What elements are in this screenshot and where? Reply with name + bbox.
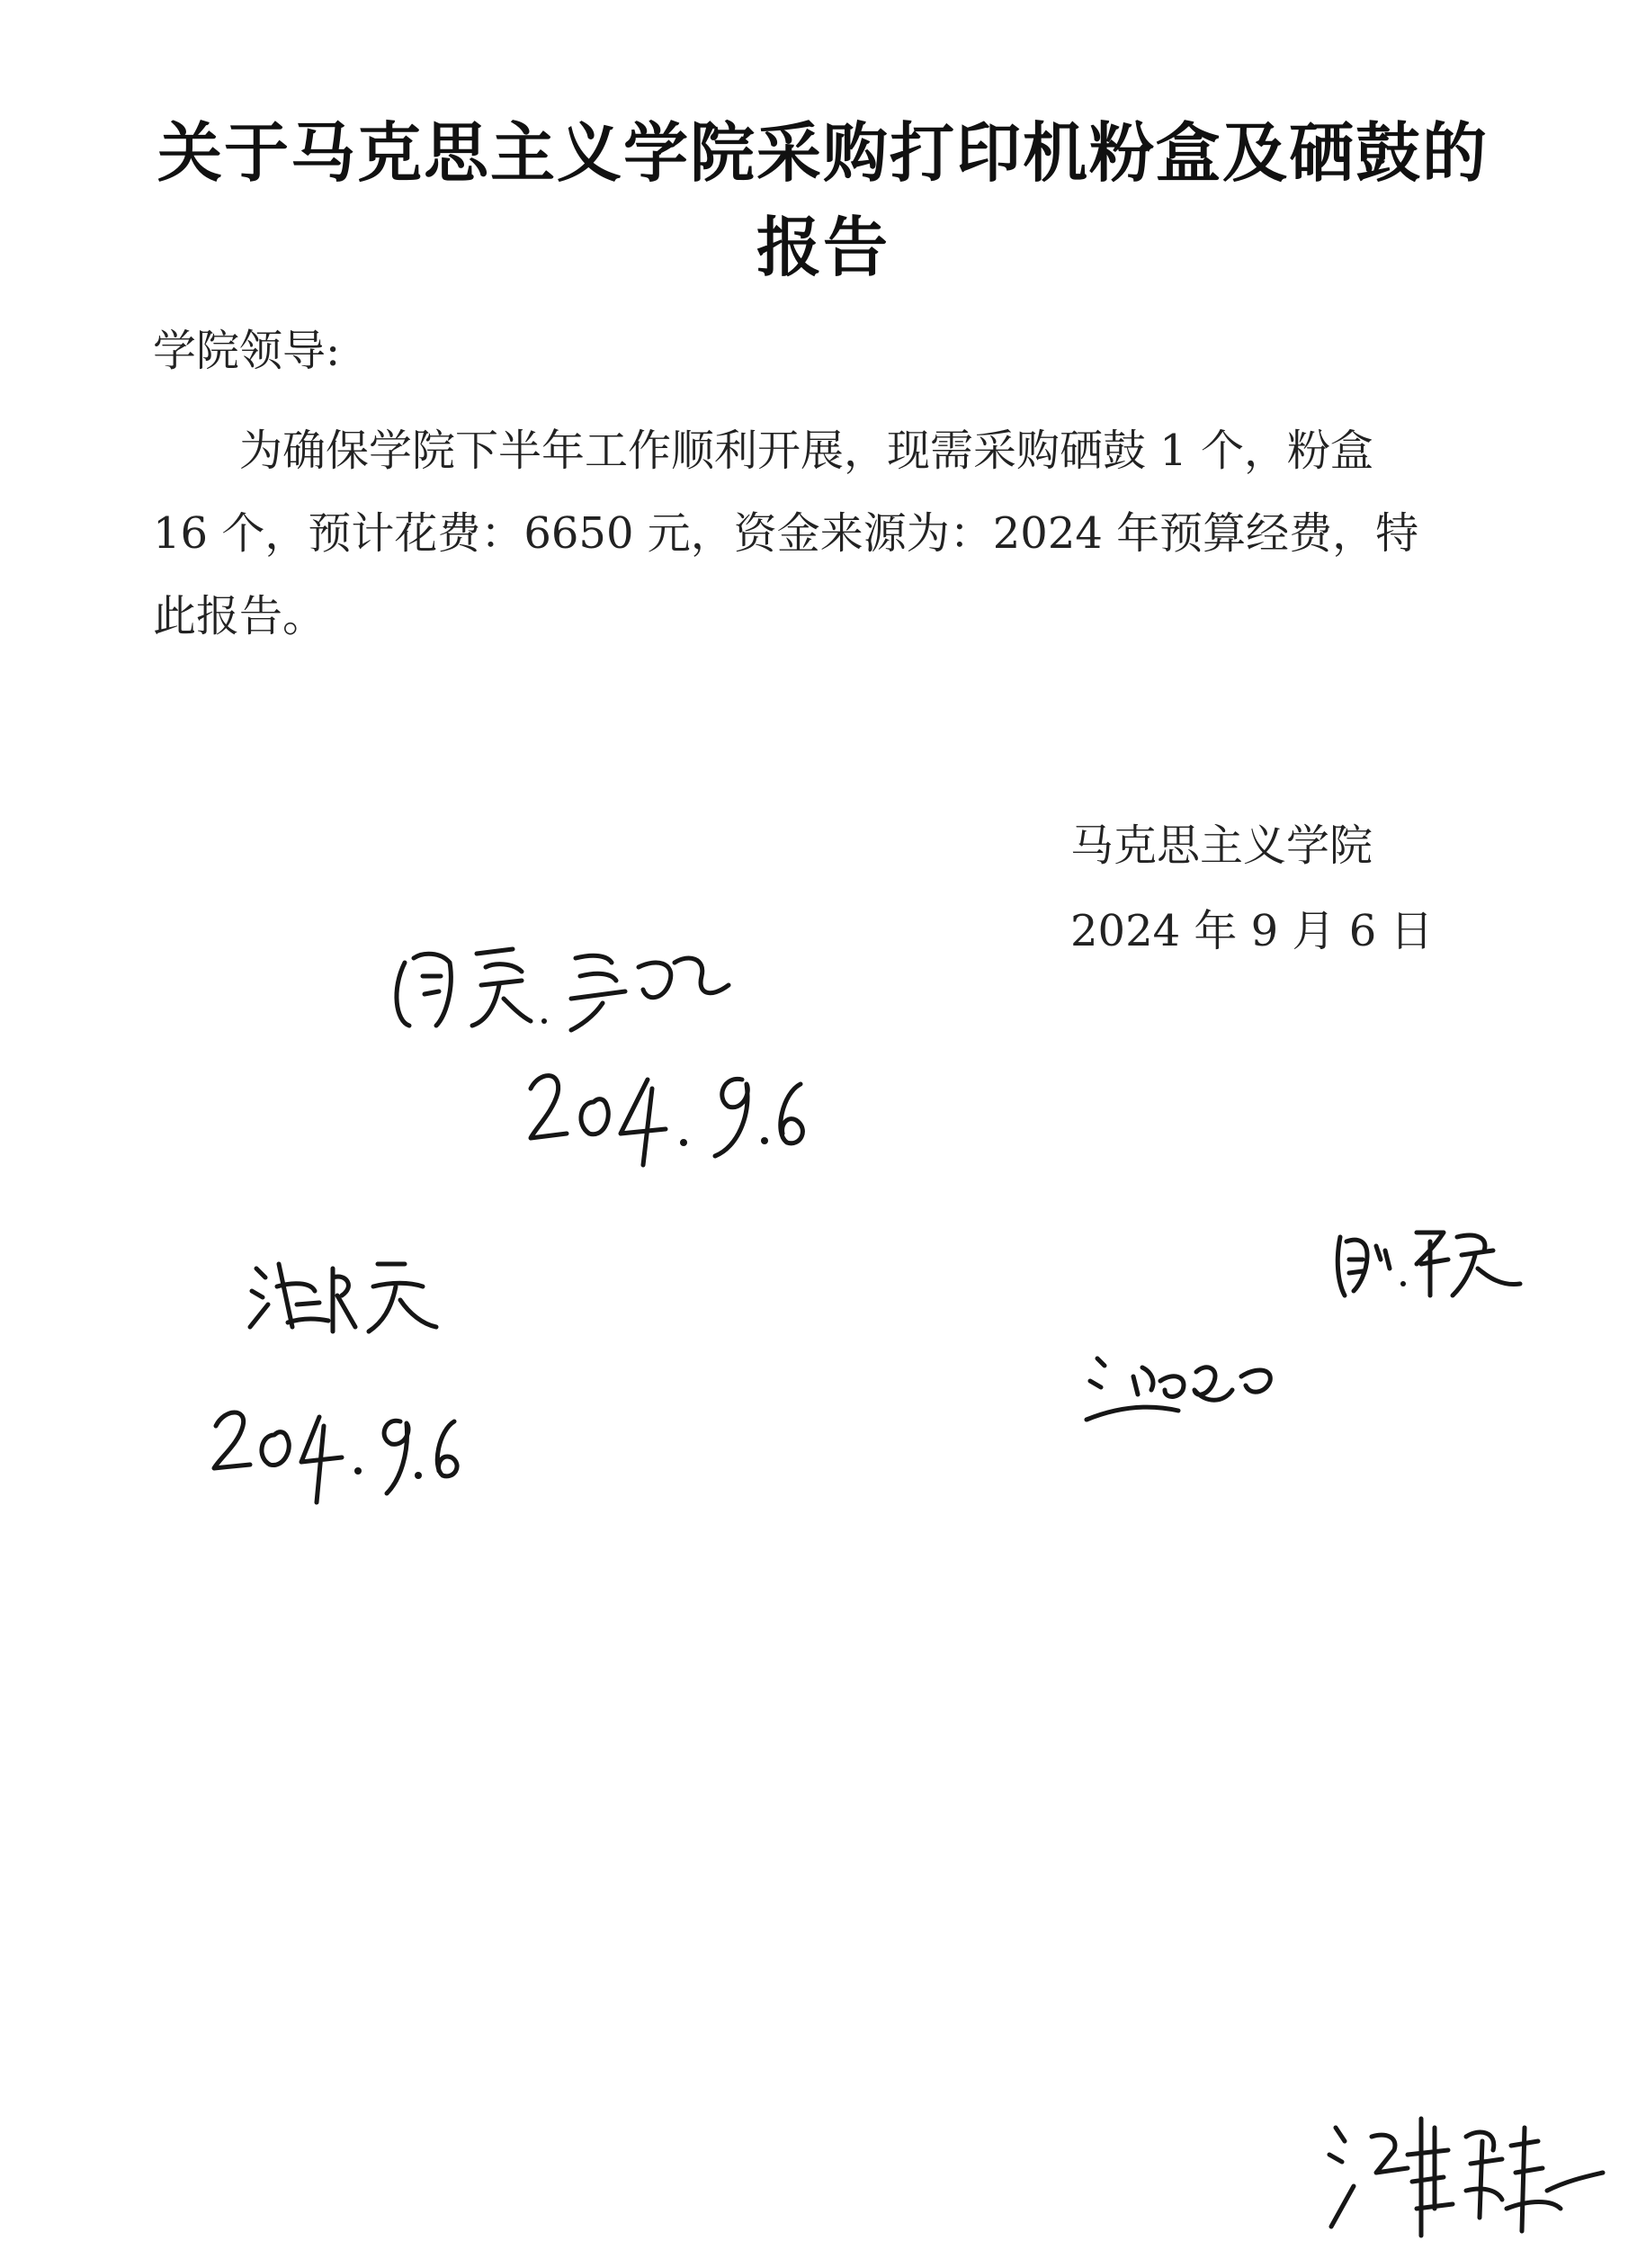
- handwritten-approval-signature-1: [387, 936, 747, 1035]
- handwritten-approval-date-1: [522, 1053, 819, 1170]
- handwritten-approval-signature-4: [1079, 1340, 1286, 1430]
- body-line-2: 16 个，预计花费：6650 元，资金来源为：2024 年预算经费，特: [153, 508, 1419, 559]
- body-line-1: 为确保学院下半年工作顺利开展，现需采购硒鼓 1 个，粉盒: [239, 426, 1374, 476]
- handwritten-approval-signature-2: [243, 1242, 450, 1340]
- report-body: [153, 409, 1419, 658]
- handwritten-approval-signature-3: [1327, 1219, 1534, 1304]
- issuing-organization: 马克思主义学院: [1070, 820, 1373, 871]
- handwritten-approval-date-2: [207, 1385, 468, 1511]
- document-title-line-2: 报告: [756, 209, 890, 285]
- salutation: 学院领导:: [153, 326, 341, 376]
- document-title-line-1: 关于马克思主义学院采购打印机粉盒及硒鼓的: [157, 114, 1489, 191]
- issue-date: 2024 年 9 月 6 日: [1070, 906, 1434, 956]
- body-line-3: 此报告。: [153, 591, 327, 641]
- handwritten-approval-signature-5: [1322, 2101, 1610, 2254]
